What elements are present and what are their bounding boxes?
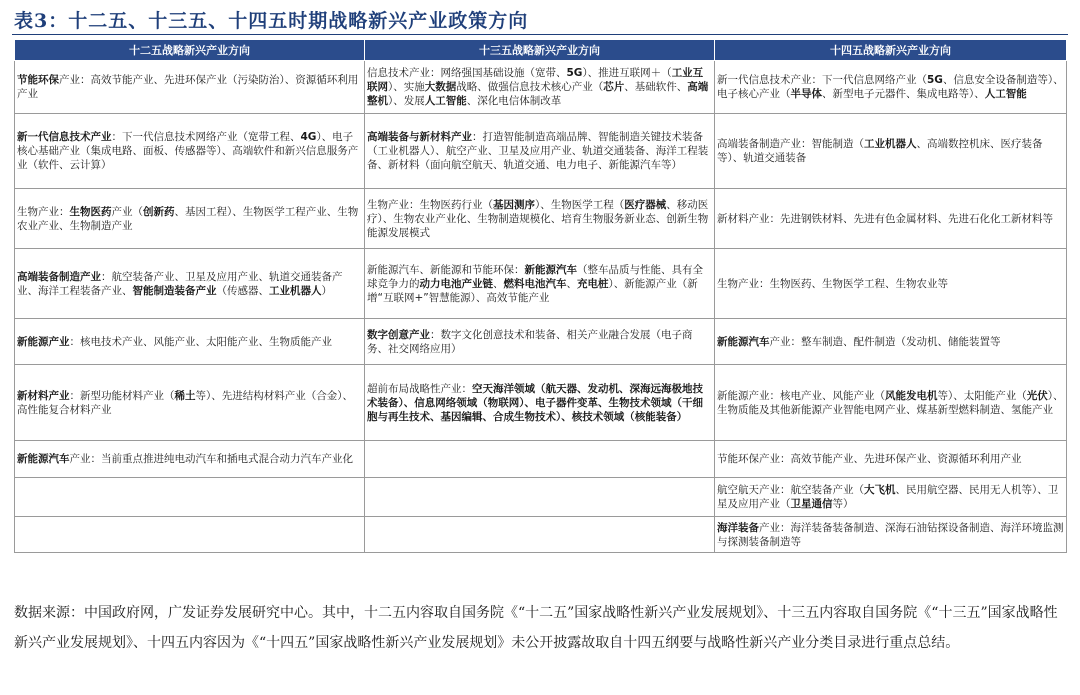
- emphasized-text: 大飞机: [864, 484, 896, 496]
- header-14th-plan: 十四五战略新兴产业方向: [715, 40, 1067, 61]
- table-row: [15, 441, 1067, 478]
- emphasized-text: 新能源产业: [17, 335, 70, 348]
- table-row: [15, 61, 1067, 114]
- emphasized-text: 高端整机: [367, 81, 709, 107]
- emphasized-text: 新材料产业: [17, 389, 70, 402]
- cell-text: ）、发展: [388, 95, 425, 107]
- emphasized-text: 动力电池产业链: [419, 277, 493, 290]
- cell-text: 、基因工程）、生物医学工程产业、生物农业产业、生物制造产业: [17, 205, 359, 232]
- cell-text: ）、实施: [388, 81, 425, 93]
- cell-text: （传感器、: [216, 284, 269, 297]
- cell-12th: [15, 249, 365, 319]
- cell-13th: [365, 249, 715, 319]
- emphasized-text: 节能环保: [17, 74, 59, 86]
- cell-12th: [15, 61, 365, 114]
- cell-13th: [365, 189, 715, 249]
- emphasized-text: 光伏: [1026, 389, 1048, 402]
- emphasized-text: 海洋装备: [717, 521, 759, 534]
- cell-text: ）、电子核心基础产业（集成电路、面板、传感器等）、高端软件和新兴信息服务产业（软件、云计算）: [17, 131, 359, 171]
- cell-text: ：新型功能材料产业（: [69, 389, 175, 402]
- cell-14th: [715, 249, 1067, 319]
- cell-text: ：航空装备产业、卫星及应用产业、轨道交通装备产业、海洋工程装备产业、: [17, 270, 343, 297]
- cell-text: 新一代信息技术产业：下一代信息网络产业（: [717, 74, 927, 86]
- emphasized-text: 人工智能: [984, 88, 1027, 100]
- cell-text: 、深化电信体制改革: [466, 95, 562, 107]
- cell-14th: [715, 517, 1067, 553]
- cell-text: 、: [566, 277, 577, 290]
- emphasized-text: 大数据: [424, 81, 457, 93]
- cell-13th: [365, 319, 715, 365]
- cell-text: ）、生物医学工程（: [535, 198, 625, 211]
- emphasized-text: 生物医药: [69, 205, 112, 218]
- cell-text: 生物产业：生物医药、生物医学工程、生物农业等: [717, 277, 948, 290]
- emphasized-text: 5G: [566, 67, 583, 79]
- cell-14th: [715, 319, 1067, 365]
- emphasized-text: 工业互联网: [367, 67, 704, 93]
- emphasized-text: 高端装备制造产业: [17, 270, 101, 283]
- cell-text: ）、生物质能及其他新能源产业智能电网产业、煤基新型燃料制造、氢能产业: [717, 389, 1064, 416]
- table-row: [15, 517, 1067, 553]
- cell-text: 新能源产业：核电产业、风能产业（: [717, 389, 885, 402]
- table-row: [15, 365, 1067, 441]
- emphasized-text: 数字创意产业: [367, 328, 430, 341]
- cell-14th: [715, 61, 1067, 114]
- source-note: 数据来源：中国政府网，广发证券发展研究中心。其中，十二五内容取自国务院《“十二五”国家战略性新兴产业发展规划》、十三五内容取自国务院《“十三五”国家战略性新兴产业发展规划》、十四五内容因为《“十四五”国家战略性新兴产业发展规划》未公开披露故取自十四五纲要与战略性新兴产业分类目录进行重点总结。: [14, 605, 1058, 651]
- cell-text: 新能源汽车、新能源和节能环保：: [367, 263, 525, 276]
- cell-text: ：数字文化创意技术和装备、相关产业融合发展（电子商务、社交网络应用）: [367, 328, 693, 355]
- emphasized-text: 卫星通信: [790, 498, 833, 510]
- emphasized-text: 新能源汽车: [717, 335, 770, 348]
- table-row: [15, 319, 1067, 365]
- cell-12th: [15, 441, 365, 478]
- cell-text: 产业：整车制造、配件制造（发动机、储能装置等: [769, 335, 1001, 348]
- cell-text: 、基础软件、: [624, 81, 688, 93]
- cell-12th: [15, 189, 365, 249]
- emphasized-text: 创新药: [143, 205, 175, 218]
- cell-text: ）、推进互联网＋（: [582, 67, 672, 79]
- cell-text: 超前布局战略性产业：: [367, 382, 472, 395]
- cell-text: ：下一代信息技术网络产业（宽带工程、: [111, 131, 301, 143]
- cell-text: 、信息安全设备制造等）、电子核心产业（: [717, 74, 1064, 100]
- emphasized-text: 新能源汽车: [17, 453, 70, 465]
- cell-text: 产业（: [111, 205, 143, 218]
- cell-13th: [365, 114, 715, 189]
- emphasized-text: 工业机器人: [864, 138, 917, 150]
- cell-text: ：打造智能制造高端品牌、智能制造关键技术装备（工业机器人）、航空产业、卫星及应用产业、轨道交通装备、海洋工程装备、新材料（面向航空航天、轨道交通、电力电子、新能源汽车等）: [367, 131, 709, 171]
- cell-text: 航空航天产业：航空装备产业（: [717, 484, 864, 496]
- emphasized-text: 人工智能: [424, 95, 467, 107]
- emphasized-text: 基因测序: [493, 198, 535, 211]
- table-row: [15, 189, 1067, 249]
- cell-12th: [15, 478, 365, 517]
- table-row: [15, 249, 1067, 319]
- cell-text: 产业：高效节能产业、先进环保产业（污染防治）、资源循环利用产业: [17, 74, 359, 100]
- table-header-row: [15, 40, 1067, 61]
- cell-text: ：核电技术产业、风能产业、太阳能产业、生物质能产业: [69, 335, 332, 348]
- emphasized-text: 医疗器械: [624, 198, 667, 211]
- cell-13th: [365, 365, 715, 441]
- policy-table: [14, 39, 1067, 553]
- cell-text: ）: [321, 284, 332, 297]
- emphasized-text: 空天海洋领域（航天器、发动机、深海远海极地技术装备）、信息网络领域（物联网）、电子器件变革、生物技术领域（干细胞与再生技术、基因编辑、合成生物技术）、核技术领域（核能装备）: [367, 382, 703, 423]
- cell-13th: [365, 517, 715, 553]
- table-title: 表3：十二五、十三五、十四五时期战略新兴产业政策方向: [14, 10, 529, 32]
- emphasized-text: 充电桩: [577, 277, 609, 290]
- cell-text: 节能环保产业：高效节能产业、先进环保产业、资源循环利用产业: [717, 453, 1022, 465]
- emphasized-text: 新一代信息技术产业: [17, 131, 112, 143]
- cell-13th: [365, 61, 715, 114]
- cell-text: 战略、做强信息技术核心产业（: [456, 81, 604, 93]
- cell-14th: [715, 365, 1067, 441]
- header-12th-plan: 十二五战略新兴产业方向: [15, 40, 365, 61]
- cell-12th: [15, 365, 365, 441]
- emphasized-text: 风能发电机: [885, 389, 938, 402]
- cell-text: 、移动医疗）、生物农业产业化、生物制造规模化、培育生物服务新业态、创新生物能源发展模式: [367, 198, 709, 239]
- cell-text: 高端装备制造产业：智能制造（: [717, 138, 864, 150]
- cell-text: 生物产业：生物医药行业（: [367, 198, 493, 211]
- cell-text: 等）、太阳能产业（: [937, 389, 1027, 402]
- emphasized-text: 半导体: [790, 88, 822, 100]
- emphasized-text: 高端装备与新材料产业: [367, 131, 472, 143]
- emphasized-text: 工业机器人: [269, 284, 322, 297]
- cell-13th: [365, 441, 715, 478]
- cell-text: 生物产业：: [17, 205, 70, 218]
- cell-text: 、民用航空器、民用无人机等）、卫星及应用产业（: [717, 484, 1059, 510]
- cell-text: 信息技术产业：网络强国基础设施（宽带、: [367, 67, 567, 79]
- emphasized-text: 5G: [927, 74, 943, 86]
- cell-12th: [15, 517, 365, 553]
- title-divider: [12, 34, 1068, 35]
- cell-14th: [715, 478, 1067, 517]
- emphasized-text: 4G: [300, 131, 317, 143]
- emphasized-text: 智能制造装备产业: [132, 284, 217, 297]
- cell-12th: [15, 114, 365, 189]
- cell-14th: [715, 441, 1067, 478]
- cell-14th: [715, 114, 1067, 189]
- cell-14th: [715, 189, 1067, 249]
- emphasized-text: 芯片: [603, 81, 625, 93]
- emphasized-text: 燃料电池汽车: [503, 277, 567, 290]
- cell-text: 产业：当前重点推进纯电动汽车和插电式混合动力汽车产业化: [69, 453, 353, 465]
- cell-text: 产业：海洋装备装备制造、深海石油钻探设备制造、海洋环境监测与探测装备制造等: [717, 521, 1064, 548]
- cell-text: 等）、先进结构材料产业（合金）、高性能复合材料产业: [17, 389, 353, 416]
- cell-text: 、: [493, 277, 504, 290]
- cell-text: 、新型电子元器件、集成电路等）、: [822, 88, 985, 100]
- header-13th-plan: 十三五战略新兴产业方向: [365, 40, 715, 61]
- cell-text: 、高端数控机床、医疗装备等）、轨道交通装备: [717, 138, 1043, 164]
- cell-12th: [15, 319, 365, 365]
- table-row: [15, 478, 1067, 517]
- emphasized-text: 稀土: [174, 389, 196, 402]
- cell-text: （整车品质与性能、具有全球竞争力的: [367, 263, 703, 290]
- emphasized-text: 新能源汽车: [524, 263, 577, 276]
- cell-text: 新材料产业：先进钢铁材料、先进有色金属材料、先进石化化工新材料等: [717, 212, 1053, 225]
- cell-text: ）、新能源产业（新增“互联网+”智慧能源）、高效节能产业: [367, 277, 698, 304]
- table-row: [15, 114, 1067, 189]
- cell-text: 等）: [832, 498, 854, 510]
- cell-13th: [365, 478, 715, 517]
